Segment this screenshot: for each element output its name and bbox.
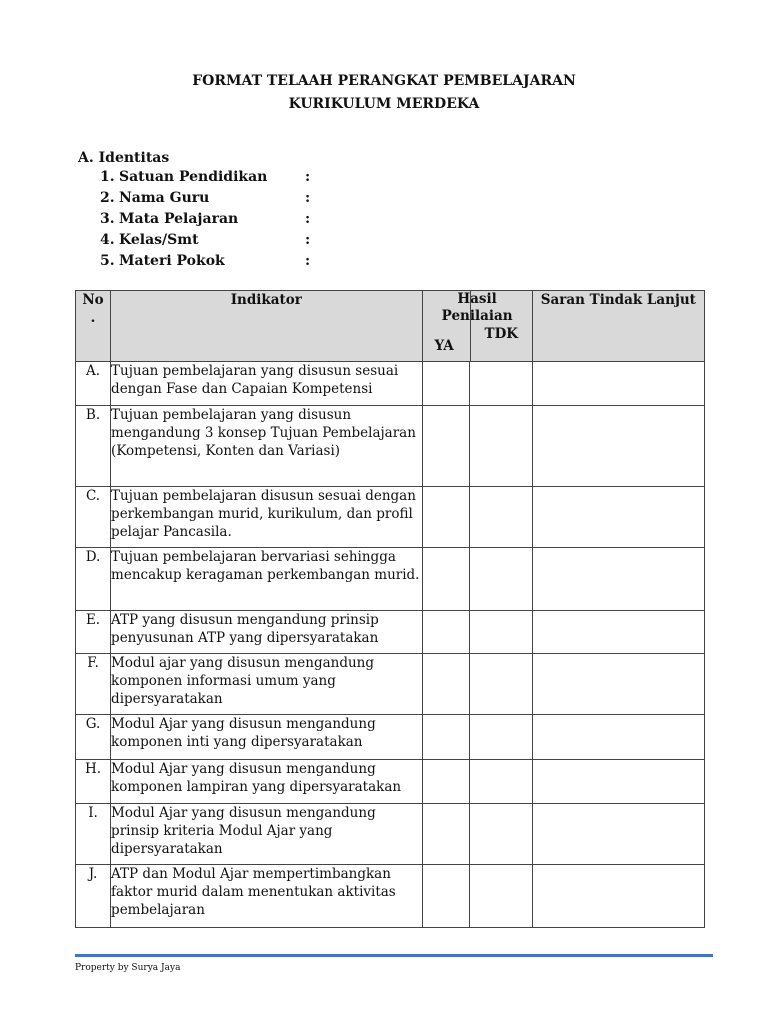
row-indicator: Tujuan pembelajaran yang disusun sesuai dengan Fase dan Capaian Kompetensi — [111, 362, 422, 406]
row-number: J. — [76, 865, 111, 928]
cell-tdk[interactable] — [469, 654, 532, 715]
identity-label: Nama Guru — [119, 190, 210, 206]
assessment-table — [75, 290, 705, 928]
identity-label: Satuan Pendidikan — [119, 169, 268, 185]
row-number: H. — [76, 760, 111, 804]
cell-ya[interactable] — [422, 487, 469, 548]
cell-saran[interactable] — [532, 654, 704, 715]
table-row — [76, 362, 705, 406]
section-identitas-heading: A. Identitas — [78, 150, 170, 166]
row-number: E. — [76, 611, 111, 654]
cell-ya[interactable] — [422, 654, 469, 715]
identity-number: 5. — [100, 253, 115, 269]
row-number: G. — [76, 715, 111, 760]
identity-number: 2. — [100, 190, 115, 206]
cell-tdk[interactable] — [469, 548, 532, 611]
cell-saran[interactable] — [532, 760, 704, 804]
identity-label: Materi Pokok — [119, 253, 225, 269]
identity-number: 3. — [100, 211, 115, 227]
table-row — [76, 611, 705, 654]
cell-saran[interactable] — [532, 865, 704, 928]
cell-ya[interactable] — [422, 406, 469, 487]
cell-ya[interactable] — [422, 865, 469, 928]
table-row — [76, 804, 705, 865]
header-saran-tindak-lanjut: Saran Tindak Lanjut — [532, 291, 704, 362]
row-indicator: Modul ajar yang disusun mengandung komponen informasi umum yang dipersyaratakan — [111, 654, 422, 715]
identity-colon: : — [305, 232, 311, 248]
header-ya-tdk-divider — [470, 291, 471, 361]
cell-saran[interactable] — [532, 804, 704, 865]
document-subtitle: KURIKULUM MERDEKA — [288, 96, 480, 112]
row-number: F. — [76, 654, 111, 715]
header-no — [76, 291, 111, 362]
header-tdk: TDK — [484, 326, 519, 342]
cell-ya[interactable] — [422, 362, 469, 406]
cell-saran[interactable] — [532, 548, 704, 611]
header-ya: YA — [434, 338, 454, 354]
cell-tdk[interactable] — [469, 362, 532, 406]
cell-saran[interactable] — [532, 487, 704, 548]
cell-tdk[interactable] — [469, 487, 532, 548]
identity-colon: : — [305, 190, 311, 206]
row-indicator: Modul Ajar yang disusun mengandung komponen lampiran yang dipersyaratakan — [111, 760, 422, 804]
cell-tdk[interactable] — [469, 865, 532, 928]
row-number: C. — [76, 487, 111, 548]
table-header-row — [76, 291, 705, 362]
table-row — [76, 406, 705, 487]
cell-tdk[interactable] — [469, 804, 532, 865]
header-hasil-label — [423, 291, 532, 325]
row-indicator: Modul Ajar yang disusun mengandung komponen inti yang dipersyaratakan — [111, 715, 422, 760]
identity-number: 1. — [100, 169, 115, 185]
cell-saran[interactable] — [532, 715, 704, 760]
row-indicator: Tujuan pembelajaran bervariasi sehingga mencakup keragaman perkembangan murid. — [111, 548, 422, 611]
table-row — [76, 487, 705, 548]
cell-tdk[interactable] — [469, 611, 532, 654]
row-number: B. — [76, 406, 111, 487]
table-row — [76, 548, 705, 611]
cell-ya[interactable] — [422, 804, 469, 865]
row-indicator: Tujuan pembelajaran yang disusun mengandung 3 konsep Tujuan Pembelajaran (Kompetensi, Konten dan Variasi) — [111, 406, 422, 487]
cell-ya[interactable] — [422, 611, 469, 654]
header-indikator: Indikator — [111, 291, 422, 362]
table-row — [76, 654, 705, 715]
cell-saran[interactable] — [532, 406, 704, 487]
cell-ya[interactable] — [422, 715, 469, 760]
header-hasil-line1: Hasil — [457, 291, 497, 307]
table-row — [76, 865, 705, 928]
cell-ya[interactable] — [422, 548, 469, 611]
cell-ya[interactable] — [422, 760, 469, 804]
table-row — [76, 760, 705, 804]
cell-saran[interactable] — [532, 611, 704, 654]
footer-text: Property by Surya Jaya — [75, 963, 181, 973]
identity-colon: : — [305, 169, 311, 185]
identity-label: Kelas/Smt — [119, 232, 199, 248]
row-indicator: ATP yang disusun mengandung prinsip penyusunan ATP yang dipersyaratakan — [111, 611, 422, 654]
header-hasil-line2: Penilaian — [441, 308, 513, 324]
row-indicator: ATP dan Modul Ajar mempertimbangkan faktor murid dalam menentukan aktivitas pembelajaran — [111, 865, 422, 928]
table-row — [76, 715, 705, 760]
document-title: FORMAT TELAAH PERANGKAT PEMBELAJARAN — [192, 73, 576, 89]
row-number: A. — [76, 362, 111, 406]
cell-saran[interactable] — [532, 362, 704, 406]
row-number: I. — [76, 804, 111, 865]
row-indicator: Tujuan pembelajaran disusun sesuai dengan perkembangan murid, kurikulum, dan profil pelajar Pancasila. — [111, 487, 422, 548]
header-no-dot: . — [90, 310, 96, 326]
identity-colon: : — [305, 253, 311, 269]
identity-label: Mata Pelajaran — [119, 211, 239, 227]
header-hasil-penilaian — [422, 291, 532, 362]
identity-number: 4. — [100, 232, 115, 248]
footer-rule — [75, 954, 713, 957]
row-number: D. — [76, 548, 111, 611]
header-no-label: No — [82, 292, 104, 308]
cell-tdk[interactable] — [469, 760, 532, 804]
cell-tdk[interactable] — [469, 406, 532, 487]
cell-tdk[interactable] — [469, 715, 532, 760]
identity-colon: : — [305, 211, 311, 227]
row-indicator: Modul Ajar yang disusun mengandung prinsip kriteria Modul Ajar yang dipersyaratakan — [111, 804, 422, 865]
